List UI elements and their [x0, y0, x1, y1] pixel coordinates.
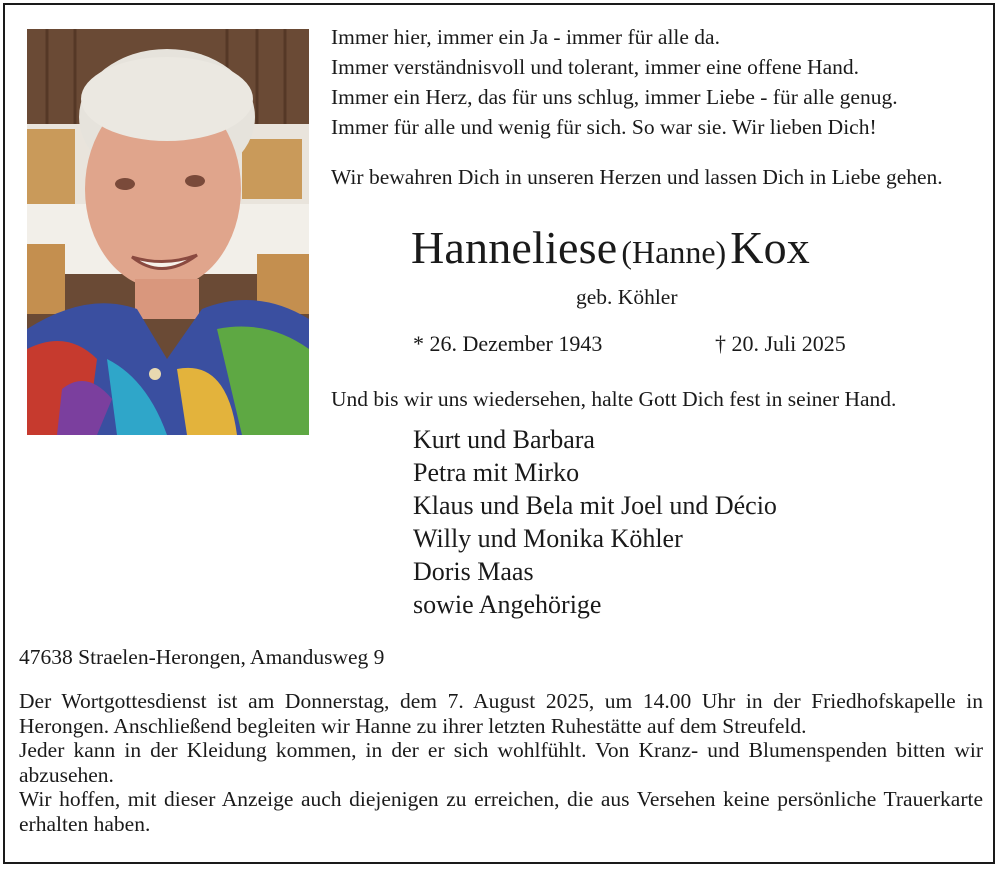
obituary-card: [3, 3, 995, 864]
last-name: Kox: [730, 222, 811, 273]
family-list: [413, 423, 777, 621]
family-member: Kurt und Barbara: [413, 425, 595, 454]
family-member: Willy und Monika Köhler: [413, 524, 683, 553]
poem-line: Immer hier, immer ein Ja - immer für alle da.: [331, 25, 720, 49]
notice-paragraph: Jeder kann in der Kleidung kommen, in der er sich wohlfühlt. Von Kranz- und Blumenspenden bitten wir abzusehen.: [19, 738, 983, 787]
address: 47638 Straelen-Herongen, Amandusweg 9: [19, 645, 385, 669]
service-notice: [19, 689, 983, 836]
family-member: sowie Angehörige: [413, 590, 602, 619]
family-member: Doris Maas: [413, 557, 534, 586]
notice-paragraph: Der Wortgottesdienst ist am Donnerstag, dem 7. August 2025, um 14.00 Uhr in der Friedhofskapelle in Herongen. Anschließend begleiten wir Hanne zu ihrer letzten Ruhestätte auf dem Streufeld.: [19, 689, 983, 738]
maiden-name: geb. Köhler: [576, 285, 678, 309]
first-name: Hanneliese: [411, 222, 618, 273]
poem-line: Immer ein Herz, das für uns schlug, immer Liebe - für alle genug.: [331, 85, 898, 109]
family-member: Klaus und Bela mit Joel und Décio: [413, 491, 777, 520]
death-date: † 20. Juli 2025: [715, 331, 846, 356]
notice-paragraph: Wir hoffen, mit dieser Anzeige auch diejenigen zu erreichen, die aus Versehen keine persönliche Trauerkarte erhalten haben.: [19, 787, 983, 836]
deceased-name: [411, 221, 810, 274]
portrait-photo: [27, 29, 309, 435]
birth-date: * 26. Dezember 1943: [413, 331, 603, 356]
poem: [331, 22, 898, 142]
farewell-line: Und bis wir uns wiedersehen, halte Gott Dich fest in seiner Hand.: [331, 387, 897, 411]
poem-line: Immer verständnisvoll und tolerant, immer eine offene Hand.: [331, 55, 859, 79]
nickname: (Hanne): [621, 234, 727, 270]
portrait-illustration: [27, 29, 309, 435]
poem-line: Immer für alle und wenig für sich. So war sie. Wir lieben Dich!: [331, 115, 877, 139]
keep-line: Wir bewahren Dich in unseren Herzen und lassen Dich in Liebe gehen.: [331, 165, 943, 189]
family-member: Petra mit Mirko: [413, 458, 580, 487]
